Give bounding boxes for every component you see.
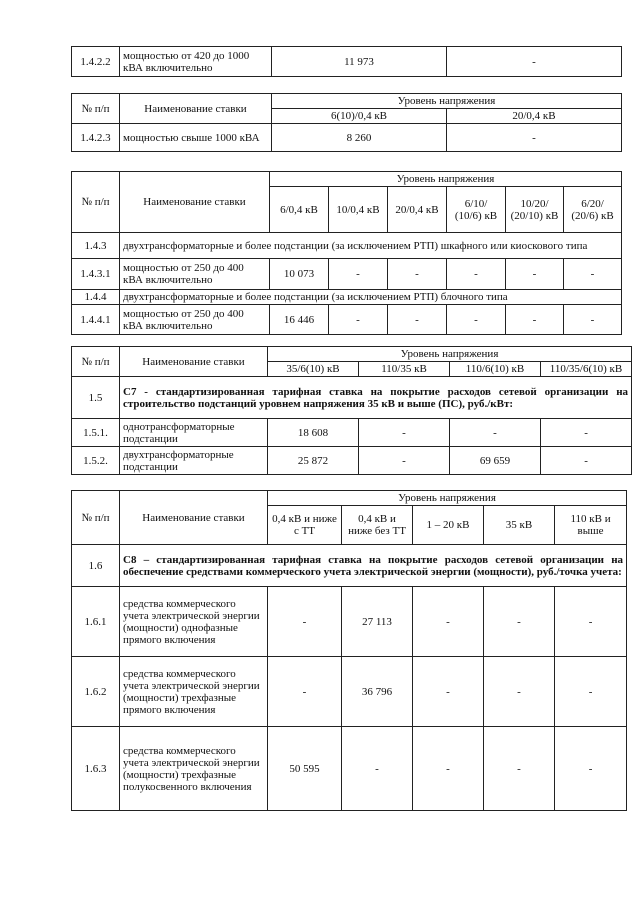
header-voltage: 110/35 кВ	[359, 362, 450, 377]
rate-value: 50 595	[268, 727, 342, 811]
rate-value: -	[413, 657, 484, 727]
rate-value: 27 113	[342, 587, 413, 657]
header-voltage: 10/20/ (20/10) кВ	[506, 187, 564, 233]
rate-table-1-6	[71, 490, 627, 811]
rate-table-1-4-3	[71, 171, 622, 335]
row-number: 1.5.1.	[72, 419, 120, 447]
row-number: 1.4.3.1	[72, 259, 120, 290]
header-voltage-level: Уровень напряжения	[272, 94, 622, 109]
rate-value: -	[268, 587, 342, 657]
row-number: 1.6.3	[72, 727, 120, 811]
rate-value: -	[447, 47, 622, 77]
rate-value: -	[541, 419, 632, 447]
header-voltage: 6/0,4 кВ	[270, 187, 329, 233]
rate-value: -	[506, 259, 564, 290]
rate-name: однотрансформаторные подстанции	[120, 419, 268, 447]
rate-value: -	[329, 305, 388, 335]
rate-name: мощностью от 250 до 400 кВА включительно	[120, 259, 270, 290]
rate-value: -	[447, 124, 622, 152]
header-voltage: 10/0,4 кВ	[329, 187, 388, 233]
header-voltage: 110/6(10) кВ	[450, 362, 541, 377]
header-name: Наименование ставки	[120, 347, 268, 377]
header-voltage: 1 – 20 кВ	[413, 506, 484, 545]
rate-value: -	[564, 305, 622, 335]
header-voltage: 20/0,4 кВ	[388, 187, 447, 233]
rate-value: -	[359, 419, 450, 447]
rate-value: -	[484, 657, 555, 727]
row-number: 1.6	[72, 545, 120, 587]
rate-value: -	[541, 447, 632, 475]
header-voltage: 35/6(10) кВ	[268, 362, 359, 377]
header-voltage-level: Уровень напряжения	[270, 172, 622, 187]
header-name: Наименование ставки	[120, 94, 272, 124]
header-number: № п/п	[72, 491, 120, 545]
header-name: Наименование ставки	[120, 491, 268, 545]
row-number: 1.4.2.3	[72, 124, 120, 152]
rate-value: -	[506, 305, 564, 335]
row-number: 1.4.4	[72, 290, 120, 305]
rate-value: -	[447, 305, 506, 335]
rate-value: -	[388, 259, 447, 290]
rate-value: -	[359, 447, 450, 475]
rate-name: двухтрансформаторные подстанции	[120, 447, 268, 475]
rate-table-1-4-2-3	[71, 93, 622, 152]
row-number: 1.4.4.1	[72, 305, 120, 335]
rate-name: средства коммерческого учета электрической энергии (мощности) трехфазные прямого включения	[120, 657, 268, 727]
header-voltage: 110/35/6(10) кВ	[541, 362, 632, 377]
rate-value: -	[413, 727, 484, 811]
row-number: 1.4.3	[72, 233, 120, 259]
rate-value: -	[450, 419, 541, 447]
rate-value: -	[555, 657, 627, 727]
header-number: № п/п	[72, 172, 120, 233]
header-number: № п/п	[72, 347, 120, 377]
section-title: С7 - стандартизированная тарифная ставка на покрытие расходов сетевой организации на строительство подстанций уровнем напряжения 35 кВ и выше (ПС), руб./кВт:	[120, 377, 632, 419]
header-voltage: 110 кВ и выше	[555, 506, 627, 545]
header-voltage: 6/20/ (20/6) кВ	[564, 187, 622, 233]
rate-value: 18 608	[268, 419, 359, 447]
rate-value: -	[555, 587, 627, 657]
rate-value: -	[342, 727, 413, 811]
rate-value: -	[388, 305, 447, 335]
rate-value: -	[484, 587, 555, 657]
rate-table-1-4-2-2	[71, 46, 622, 77]
rate-value: 69 659	[450, 447, 541, 475]
header-voltage: 0,4 кВ и ниже с ТТ	[268, 506, 342, 545]
header-voltage-level: Уровень напряжения	[268, 491, 627, 506]
rate-value: 36 796	[342, 657, 413, 727]
section-title: С8 – стандартизированная тарифная ставка на покрытие расходов сетевой организации на обеспечение средствами коммерческого учета электрической энергии (мощности), руб./точка учета:	[120, 545, 627, 587]
rate-value: 25 872	[268, 447, 359, 475]
rate-name: мощностью свыше 1000 кВА	[120, 124, 272, 152]
rate-value: -	[329, 259, 388, 290]
rate-name: средства коммерческого учета электрической энергии (мощности) однофазные прямого включения	[120, 587, 268, 657]
row-number: 1.5	[72, 377, 120, 419]
rate-value: -	[413, 587, 484, 657]
rate-name: мощностью от 420 до 1000 кВА включительно	[120, 47, 272, 77]
header-voltage: 20/0,4 кВ	[447, 109, 622, 124]
rate-value: -	[268, 657, 342, 727]
section-title: двухтрансформаторные и более подстанции (за исключением РТП) шкафного или киосковогo типа	[120, 233, 622, 259]
rate-name: мощностью от 250 до 400 кВА включительно	[120, 305, 270, 335]
rate-table-1-5	[71, 346, 632, 475]
header-name: Наименование ставки	[120, 172, 270, 233]
row-number: 1.6.2	[72, 657, 120, 727]
row-number: 1.6.1	[72, 587, 120, 657]
rate-value: -	[484, 727, 555, 811]
rate-value: -	[447, 259, 506, 290]
header-voltage: 0,4 кВ и ниже без ТТ	[342, 506, 413, 545]
row-number: 1.4.2.2	[72, 47, 120, 77]
header-voltage: 6/10/ (10/6) кВ	[447, 187, 506, 233]
header-voltage: 35 кВ	[484, 506, 555, 545]
header-voltage: 6(10)/0,4 кВ	[272, 109, 447, 124]
section-title: двухтрансформаторные и более подстанции (за исключением РТП) блочного типа	[120, 290, 622, 305]
rate-value: 8 260	[272, 124, 447, 152]
rate-value: 10 073	[270, 259, 329, 290]
row-number: 1.5.2.	[72, 447, 120, 475]
rate-value: -	[555, 727, 627, 811]
rate-value: 16 446	[270, 305, 329, 335]
header-number: № п/п	[72, 94, 120, 124]
rate-value: 11 973	[272, 47, 447, 77]
rate-value: -	[564, 259, 622, 290]
rate-name: средства коммерческого учета электрической энергии (мощности) трехфазные полукосвенного включения	[120, 727, 268, 811]
header-voltage-level: Уровень напряжения	[268, 347, 632, 362]
